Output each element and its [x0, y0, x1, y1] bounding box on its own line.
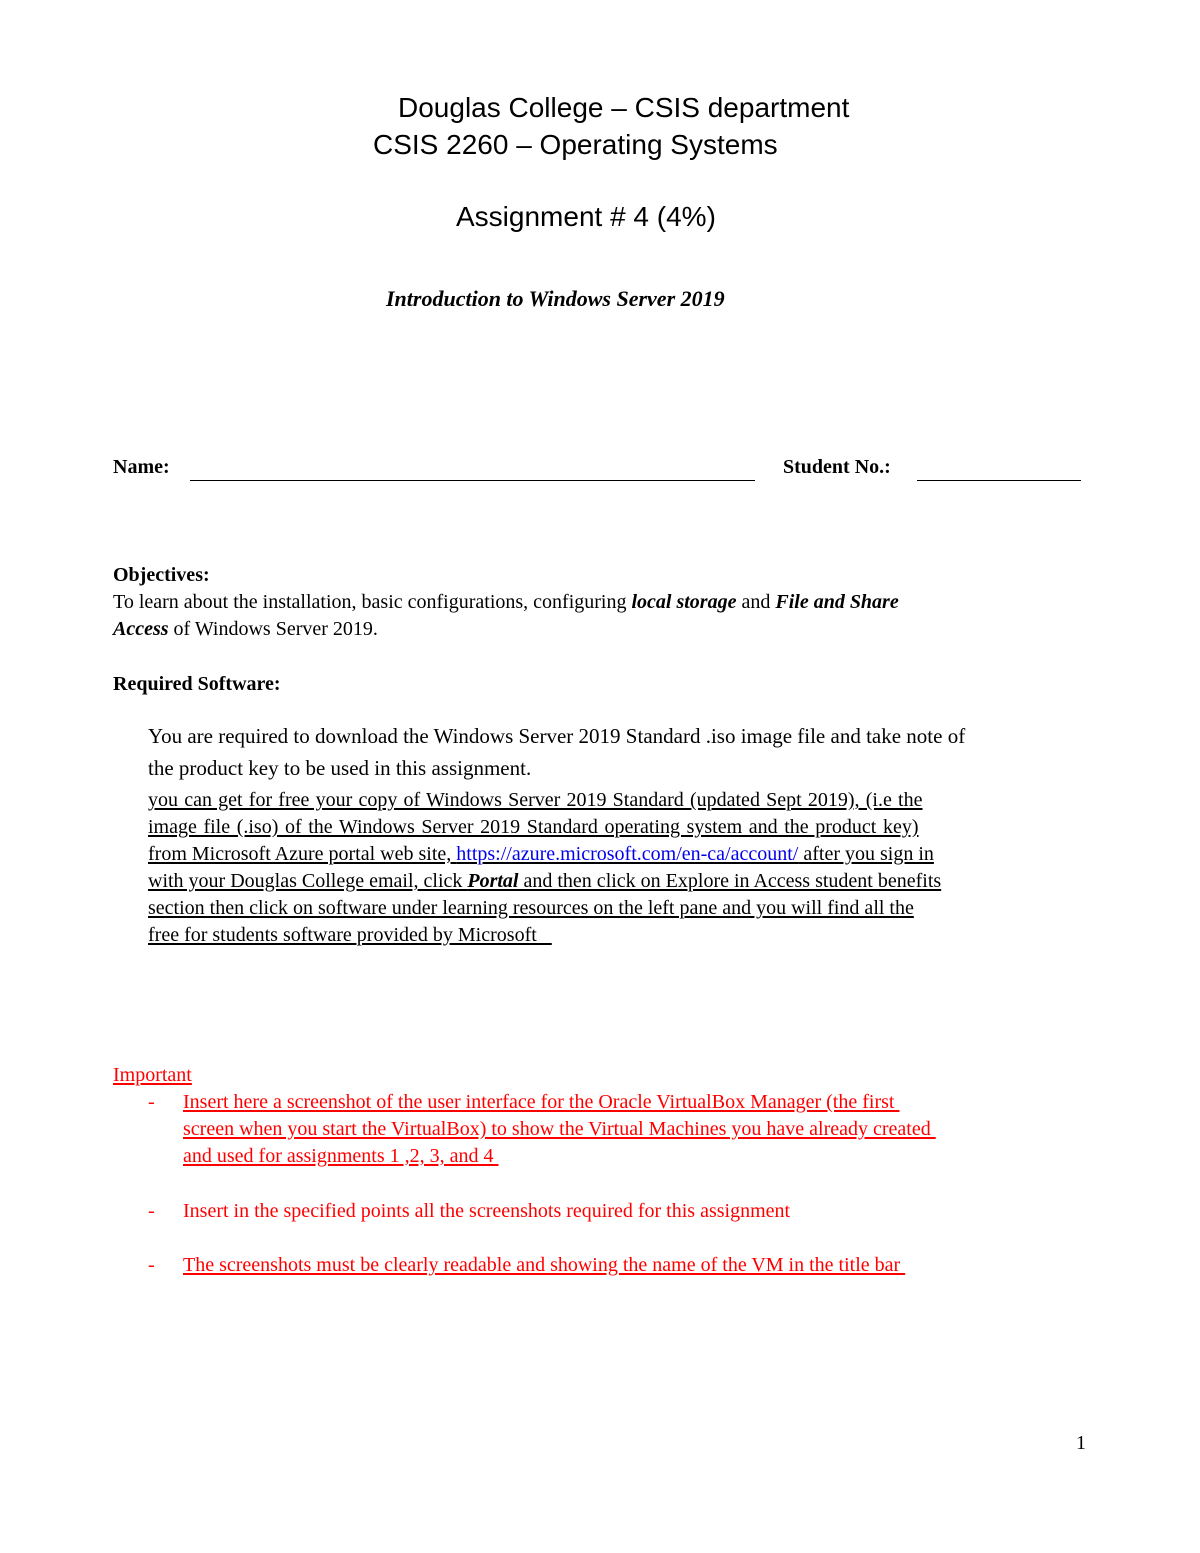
bullet-3: - — [148, 1254, 155, 1276]
azure-para-line2: image file (.iso) of the Windows Server 2019 Standard operating system and the product key) — [148, 816, 919, 838]
bullet-1: - — [148, 1091, 155, 1113]
azure-para-line6: free for students software provided by Microsoft — [148, 924, 552, 946]
assignment-title: Assignment # 4 (4%) — [456, 201, 716, 232]
objectives-text-line2: Access of Windows Server 2019. — [113, 618, 378, 640]
student-no-field-line[interactable] — [917, 480, 1081, 481]
azure-para-line1: you can get for free your copy of Windows Server 2019 Standard (updated Sept 2019), (i.e the — [148, 789, 923, 811]
important-item2: Insert in the specified points all the screenshots required for this assignment — [183, 1200, 791, 1222]
software-line1: You are required to download the Windows Server 2019 Standard .iso image file and take note of — [148, 724, 966, 748]
important-item1-line3: and used for assignments 1 ,2, 3, and 4 — [183, 1145, 499, 1167]
important-heading: Important — [113, 1064, 192, 1086]
college-title: Douglas College – CSIS department — [398, 92, 850, 123]
objectives-text-line1: To learn about the installation, basic configurations, configuring local storage and File and Share — [113, 591, 899, 613]
bullet-2: - — [148, 1200, 155, 1222]
objectives-heading: Objectives: — [113, 564, 210, 586]
name-label: Name: — [113, 456, 170, 478]
page-number: 1 — [1076, 1432, 1086, 1454]
azure-para-line3: from Microsoft Azure portal web site, https://azure.microsoft.com/en-ca/account/ after you sign in — [148, 843, 934, 865]
software-line2: the product key to be used in this assignment. — [148, 756, 532, 780]
student-no-label: Student No.: — [783, 456, 891, 478]
course-title: CSIS 2260 – Operating Systems — [373, 129, 778, 160]
name-field-line[interactable] — [190, 480, 755, 481]
important-item1-line1: Insert here a screenshot of the user interface for the Oracle VirtualBox Manager (the first — [183, 1091, 900, 1113]
assignment-subtitle: Introduction to Windows Server 2019 — [386, 286, 725, 311]
azure-para-line5: section then click on software under learning resources on the left pane and you will find all the — [148, 897, 914, 919]
required-software-heading: Required Software: — [113, 673, 281, 695]
important-item3: The screenshots must be clearly readable and showing the name of the VM in the title bar — [183, 1254, 906, 1276]
azure-para-line4: with your Douglas College email, click Portal and then click on Explore in Access student benefits — [148, 870, 942, 892]
azure-account-link[interactable]: https://azure.microsoft.com/en-ca/account/ — [456, 843, 799, 865]
important-item1-line2: screen when you start the VirtualBox) to show the Virtual Machines you have already created — [183, 1118, 936, 1140]
